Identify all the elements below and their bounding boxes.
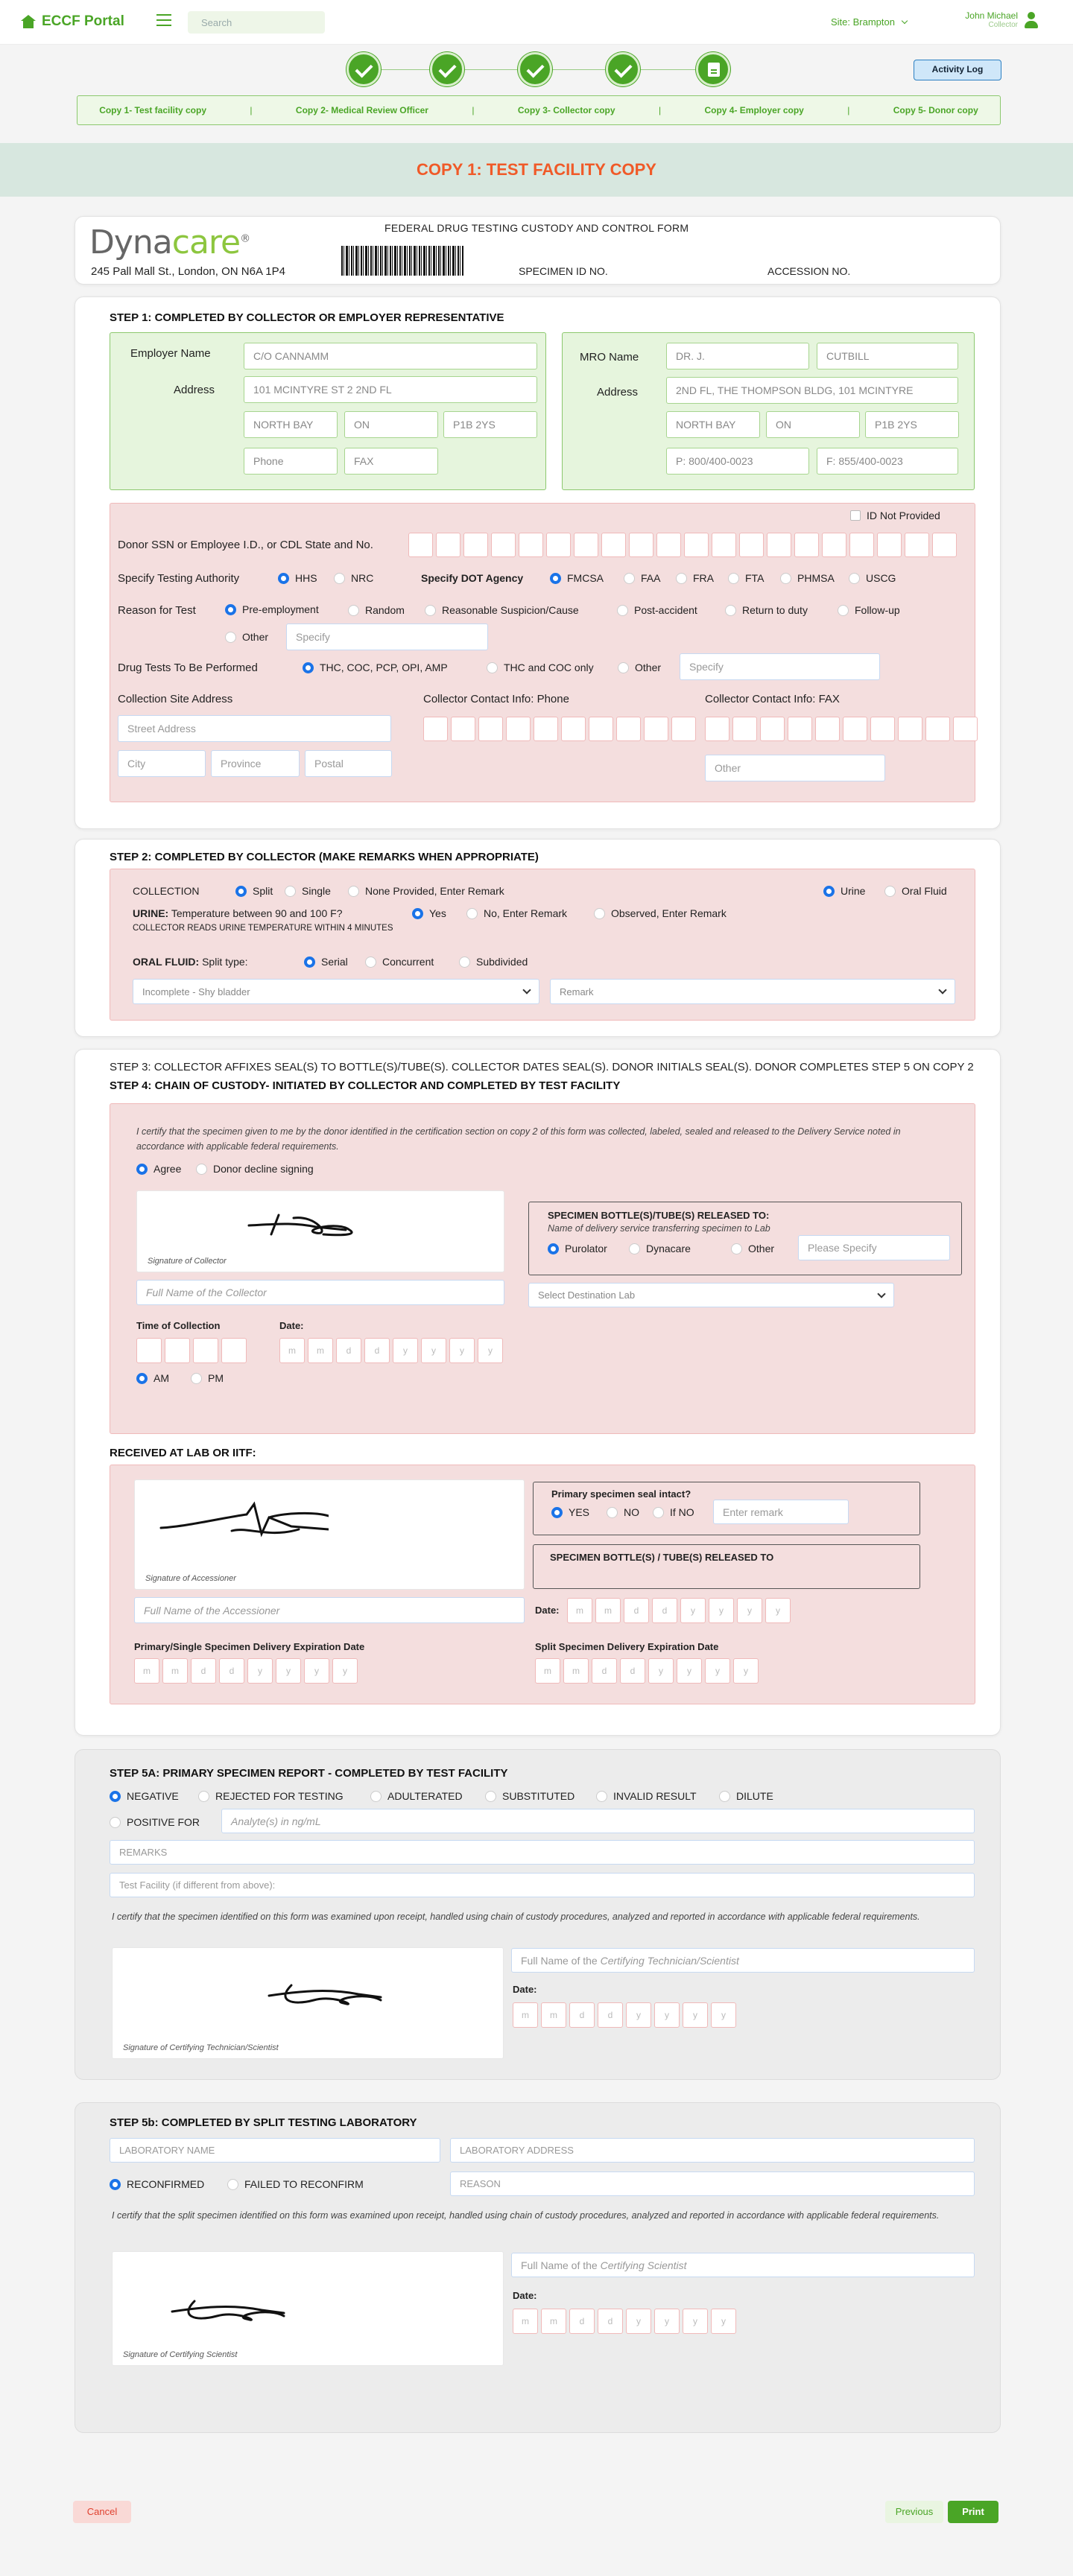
carrier-dynacare-radio[interactable] [629,1243,691,1254]
mro-fax-input[interactable]: F: 855/400-0023 [817,448,958,475]
date-label: Date: [279,1320,304,1331]
radio-label: ADULTERATED [387,1790,463,1802]
signature-drawing [262,1978,388,2015]
drug-tests-label: Drug Tests To Be Performed [118,662,258,674]
donor-ssn-label: Donor SSN or Employee I.D., or CDL State and No. [118,539,373,551]
employer-address-input[interactable]: 101 MCINTYRE ST 2 2ND FL [244,376,537,403]
carrier-other-radio[interactable] [731,1243,774,1254]
released-subtitle: Name of delivery service transferring specimen to Lab [548,1223,770,1234]
collection-status-select[interactable] [133,979,539,1004]
search-input[interactable]: Search [188,11,325,34]
stepper-connector [552,69,606,70]
radio-label: Concurrent [382,956,434,968]
collector-other-input[interactable]: Other [705,755,885,781]
user-role: Collector [988,21,1018,29]
copy-banner: COPY 1: TEST FACILITY COPY [0,143,1073,197]
signature-caption: Signature of Accessioner [145,1574,236,1583]
signature-drawing [157,1497,329,1549]
oral-concurrent-radio[interactable] [365,956,434,968]
drug-thc-coc-radio[interactable] [487,662,594,673]
result-dilute-radio[interactable] [719,1790,773,1802]
tab-separator: | [658,105,662,115]
radio-label: Other [748,1243,775,1254]
mro-first-name-input[interactable]: DR. J. [666,343,809,369]
scientist-date-boxes[interactable]: m m d d y y y y [513,2309,736,2334]
checkbox-box [850,510,861,521]
tab-separator: | [472,105,475,115]
result-positive-radio[interactable] [110,1816,200,1828]
site-label: Site: Brampton [831,16,895,28]
tech-date-label: Date: [513,1984,537,1995]
barcode [341,246,463,276]
step-1-check-icon[interactable] [346,52,381,86]
employer-name-input[interactable]: C/O CANNAMM [244,343,537,369]
accessioner-signature-pad[interactable] [134,1479,525,1590]
step-2-check-icon[interactable] [430,52,464,86]
collection-site-label: Collection Site Address [118,693,233,705]
urine-text: Temperature between 90 and 100 F? [171,907,343,919]
employer-city-input[interactable]: NORTH BAY [244,411,338,438]
cancel-button[interactable]: Cancel [73,2501,131,2523]
employer-name-label: Employer Name [130,347,211,360]
radio-label: Serial [321,956,348,968]
chevron-down-icon [938,986,946,994]
failed-reconfirm-radio[interactable] [227,2178,364,2190]
collector-fax-boxes[interactable] [705,717,978,741]
received-date-boxes[interactable]: m m d d y y y y [567,1598,791,1623]
collector-fax-label: Collector Contact Info: FAX [705,693,840,705]
oral-serial-radio[interactable] [304,956,348,968]
collector-certify-text: I certify that the specimen given to me by the donor identified in the certification section on copy 2 of this form was collected, labeled, sealed and released to the Delivery Service noted in accordance with applicable federal requirements. [136,1126,901,1152]
placeholder-emphasis: Certifying Technician/Scientist [600,1954,739,1967]
radio-label: Urine [841,885,866,897]
collector-phone-label: Collector Contact Info: Phone [423,693,569,705]
id-not-provided-checkbox[interactable] [850,510,940,521]
step4-title: STEP 4: CHAIN OF CUSTODY- INITIATED BY COLLECTOR AND COMPLETED BY TEST FACILITY [110,1079,621,1092]
released-to-lab-box [533,1544,920,1589]
step5a-title: STEP 5A: PRIMARY SPECIMEN REPORT - COMPLETED BY TEST FACILITY [110,1767,508,1780]
scientist-name-input[interactable] [511,2253,975,2277]
form-title: FEDERAL DRUG TESTING CUSTODY AND CONTROL FORM [384,222,689,234]
reason-post-accident-radio[interactable] [617,604,697,616]
step2-title: STEP 2: COMPLETED BY COLLECTOR (MAKE REMARKS WHEN APPROPRIATE) [110,851,539,863]
radio-label: Return to duty [742,604,808,616]
radio-label: Oral Fluid [902,885,947,897]
oral-text: Split type: [202,956,248,968]
accessioner-name-input[interactable]: Full Name of the Accessioner [134,1597,525,1623]
employer-fax-input[interactable]: FAX [344,448,438,475]
reconfirmed-radio[interactable] [110,2178,204,2190]
mro-last-name-input[interactable]: CUTBILL [817,343,958,369]
seal-no-radio[interactable] [607,1506,639,1518]
step-4-check-icon[interactable] [606,52,640,86]
facility-certify-text: I certify that the specimen identified on this form was examined upon receipt, handled using chain of custody procedures, analyzed and reported in accordance with applicable federal requirements. [112,1912,920,1922]
radio-label: Yes [429,907,446,919]
result-negative-radio[interactable] [110,1790,179,1802]
collection-date-boxes[interactable]: m m d d y y y y [279,1338,503,1363]
copy-tabs [77,95,1001,125]
placeholder-prefix: Full Name of the [521,1954,598,1967]
reason-input[interactable]: REASON [450,2171,975,2196]
donor-ssn-boxes[interactable] [408,533,957,557]
am-radio[interactable] [136,1372,169,1384]
radio-label: POSITIVE FOR [127,1816,200,1828]
lab-address: 245 Pall Mall St., London, ON N6A 1P4 [91,265,285,278]
dot-fta-radio[interactable] [728,572,764,584]
lab-address-input[interactable]: LABORATORY ADDRESS [450,2138,975,2163]
radio-label: Random [365,604,405,616]
radio-label: THC and COC only [504,662,594,673]
radio-label: NEGATIVE [127,1790,179,1802]
employer-phone-input[interactable]: Phone [244,448,338,475]
radio-label: INVALID RESULT [613,1790,697,1802]
released-to-label: SPECIMEN BOTTLE(S) / TUBE(S) RELEASED TO [550,1552,774,1563]
mro-phone-input[interactable]: P: 800/400-0023 [666,448,809,475]
urine-yes-radio[interactable] [412,907,446,919]
radio-label: If NO [670,1506,694,1518]
radio-label: FAILED TO RECONFIRM [244,2178,364,2190]
analyte-input[interactable]: Analyte(s) in ng/mL [221,1809,975,1833]
radio-label: Subdivided [476,956,528,968]
lab-name-input[interactable]: LABORATORY NAME [110,2138,440,2163]
collection-label: COLLECTION [133,885,200,897]
reason-suspicion-radio[interactable] [425,604,579,616]
specimen-oral-radio[interactable] [884,885,947,897]
stepper-connector [640,69,696,70]
specimen-id-label: SPECIMEN ID NO. [519,265,608,277]
step-5-document-icon[interactable] [696,52,730,86]
stepper-connector [381,69,430,70]
urine-question [133,907,342,919]
mro-name-label: MRO Name [580,351,639,364]
mro-city-input[interactable]: NORTH BAY [666,411,760,438]
collector-phone-boxes[interactable] [423,717,696,741]
menu-icon[interactable] [156,14,171,26]
logo-mark: ® [240,232,250,245]
user-name: John Michael [965,10,1018,21]
reason-follow-up-radio[interactable] [838,604,900,616]
radio-label: Other [242,631,269,643]
technician-name-input[interactable] [511,1948,975,1973]
radio-label: THC, COC, PCP, OPI, AMP [320,662,448,673]
carrier-specify-input[interactable]: Please Specify [798,1235,950,1260]
mro-address-input[interactable]: 2ND FL, THE THOMPSON BLDG, 101 MCINTYRE [666,377,958,404]
copy-tab-4[interactable]: Copy 4- Employer copy [704,105,804,115]
placeholder-prefix: Full Name of the [521,2259,598,2271]
radio-label: Single [302,885,331,897]
seal-remark-input[interactable]: Enter remark [713,1500,849,1524]
dot-phmsa-radio[interactable] [780,572,835,584]
donor-decline-radio[interactable] [196,1163,314,1175]
select-value: Remark [560,986,594,997]
seal-question: Primary specimen seal intact? [551,1488,691,1500]
carrier-purolator-radio[interactable] [548,1243,607,1254]
dot-fra-radio[interactable] [676,572,714,584]
collector-signature-pad[interactable] [136,1190,504,1272]
reason-specify-input[interactable]: Specify [286,624,488,650]
logo-accent-text: care [171,223,241,261]
mro-province-input[interactable]: ON [766,411,860,438]
seal-ifno-radio[interactable] [653,1506,694,1518]
reason-return-duty-radio[interactable] [725,604,808,616]
radio-label: USCG [866,572,896,584]
signature-drawing [165,2294,291,2331]
dot-uscg-radio[interactable] [849,572,896,584]
app-brand[interactable] [21,13,124,30]
released-title: SPECIMEN BOTTLE(S)/TUBE(S) RELEASED TO: [548,1210,770,1221]
testing-authority-label: Specify Testing Authority [118,572,240,585]
select-value: Incomplete - Shy bladder [142,986,250,997]
radio-label: SUBSTITUTED [502,1790,575,1802]
tech-date-boxes[interactable]: m m d d y y y y [513,2002,736,2028]
drug-specify-input[interactable]: Specify [680,653,880,680]
specimen-urine-radio[interactable] [823,885,865,897]
mro-postal-input[interactable]: P1B 2YS [865,411,959,438]
reason-other-radio[interactable] [225,631,268,643]
primary-exp-date-boxes[interactable]: m m d d y y y y [134,1658,358,1684]
copy-tab-3[interactable]: Copy 3- Collector copy [517,105,615,115]
previous-button[interactable]: Previous [885,2501,943,2523]
destination-lab-select[interactable] [528,1283,894,1307]
radio-label: HHS [295,572,317,584]
scientist-signature-pad[interactable] [112,2251,504,2366]
remark-select[interactable] [550,979,955,1004]
technician-signature-pad[interactable] [112,1947,504,2059]
primary-exp-label: Primary/Single Specimen Delivery Expiration Date [134,1641,365,1652]
street-address-input[interactable]: Street Address [118,715,391,742]
user-avatar-icon[interactable] [1024,12,1039,30]
radio-label: PHMSA [797,572,835,584]
tab-separator: | [847,105,850,115]
pm-radio[interactable] [191,1372,224,1384]
split-exp-date-boxes[interactable]: m m d d y y y y [535,1658,759,1684]
step3-text: STEP 3: COLLECTOR AFFIXES SEAL(S) TO BOTTLE(S)/TUBE(S). COLLECTOR DATES SEAL(S). DONOR INITIALS SEAL(S). DONOR COMPLETES STEP 5 ON COPY 2 [110,1061,974,1073]
radio-label: Dynacare [646,1243,691,1254]
collection-single-radio[interactable] [285,885,331,897]
dynacare-logo [89,223,250,261]
copy-tab-1[interactable]: Copy 1- Test facility copy [99,105,206,115]
radio-label: REJECTED FOR TESTING [215,1790,344,1802]
postal-input[interactable]: Postal [305,750,392,777]
signature-drawing [234,1208,361,1245]
logo-text: Dyna [89,223,172,261]
tab-separator: | [250,105,253,115]
radio-label: Split [253,885,273,897]
radio-label: FRA [693,572,714,584]
result-rejected-radio[interactable] [198,1790,344,1802]
reason-pre-employment-radio[interactable] [225,603,319,615]
signature-caption: Signature of Collector [148,1257,227,1266]
city-input[interactable]: City [118,750,206,777]
radio-label: AM [153,1372,169,1384]
signature-caption: Signature of Certifying Scientist [123,2350,238,2359]
radio-label: PM [208,1372,224,1384]
stepper-connector [464,69,518,70]
radio-label: Pre-employment [242,603,319,615]
accession-label: ACCESSION NO. [767,265,851,277]
select-value: Select Destination Lab [538,1289,636,1301]
copy-tab-5[interactable]: Copy 5- Donor copy [893,105,978,115]
result-adulterated-radio[interactable] [370,1790,463,1802]
step-3-check-icon[interactable] [518,52,552,86]
signature-caption: Signature of Certifying Technician/Scientist [123,2043,279,2052]
radio-label: Agree [153,1163,182,1175]
collection-none-radio[interactable] [348,885,504,897]
radio-label: FTA [745,572,765,584]
activity-log-button[interactable]: Activity Log [914,60,1001,80]
seal-yes-radio[interactable] [551,1506,589,1518]
radio-label: No, Enter Remark [484,907,568,919]
urine-no-radio[interactable] [466,907,567,919]
radio-label: NRC [351,572,374,584]
chevron-down-icon [522,986,531,994]
app-name: ECCF Portal [42,13,124,29]
radio-label: None Provided, Enter Remark [365,885,504,897]
radio-label: Observed, Enter Remark [611,907,727,919]
dot-faa-radio[interactable] [624,572,660,584]
oral-bold: ORAL FLUID: [133,956,200,968]
urine-note: COLLECTOR READS URINE TEMPERATURE WITHIN 4 MINUTES [133,924,393,933]
authority-hhs-radio[interactable] [278,572,317,584]
radio-label: FAA [641,572,661,584]
radio-label: DILUTE [736,1790,773,1802]
employer-province-input[interactable]: ON [344,411,438,438]
employer-address-label: Address [174,384,215,396]
radio-label: Post-accident [634,604,697,616]
urine-bold: URINE: [133,907,169,919]
id-not-provided-label: ID Not Provided [867,510,940,521]
remarks-input[interactable]: REMARKS [110,1840,975,1865]
site-selector[interactable] [831,16,907,28]
print-button[interactable]: Print [948,2501,998,2523]
radio-label: FMCSA [567,572,604,584]
drug-other-radio[interactable] [618,662,661,673]
oral-subdivided-radio[interactable] [459,956,528,968]
received-title: RECEIVED AT LAB OR IITF: [110,1447,256,1459]
step1-title: STEP 1: COMPLETED BY COLLECTOR OR EMPLOYER REPRESENTATIVE [110,311,504,324]
placeholder-emphasis: Certifying Scientist [600,2259,687,2271]
dot-fmcsa-radio[interactable] [550,572,604,584]
scientist-date-label: Date: [513,2290,537,2301]
radio-label: Follow-up [855,604,900,616]
reason-label: Reason for Test [118,604,196,617]
oral-fluid-question [133,956,248,968]
radio-label: YES [569,1506,590,1518]
time-boxes[interactable] [136,1338,247,1363]
step5b-title: STEP 5b: COMPLETED BY SPLIT TESTING LABORATORY [110,2116,417,2129]
received-date-label: Date: [535,1605,560,1616]
radio-label: NO [624,1506,639,1518]
home-icon [21,15,36,28]
authority-nrc-radio[interactable] [334,572,373,584]
copy-tab-2[interactable]: Copy 2- Medical Review Officer [295,105,428,115]
result-substituted-radio[interactable] [485,1790,575,1802]
agree-radio[interactable] [136,1163,181,1175]
collector-name-input[interactable]: Full Name of the Collector [136,1280,504,1305]
collection-split-radio[interactable] [235,885,273,897]
mro-address-label: Address [597,386,639,399]
employer-postal-input[interactable]: P1B 2YS [443,411,537,438]
province-input[interactable]: Province [211,750,300,777]
radio-label: RECONFIRMED [127,2178,205,2190]
test-facility-input[interactable]: Test Facility (if different from above): [110,1873,975,1897]
result-invalid-radio[interactable] [596,1790,697,1802]
chevron-down-icon [901,18,907,24]
dot-agency-label: Specify DOT Agency [421,572,524,584]
split-certify-text: I certify that the split specimen identified on this form was examined upon receipt, handled using chain of custody procedures, analyzed and reported in accordance with applicable federal requirements. [112,2210,940,2221]
radio-label: Purolator [565,1243,607,1254]
time-collection-label: Time of Collection [136,1320,221,1331]
chevron-down-icon [877,1289,885,1298]
radio-label: Donor decline signing [213,1163,314,1175]
radio-label: Reasonable Suspicion/Cause [442,604,579,616]
reason-random-radio[interactable] [348,604,405,616]
split-exp-label: Split Specimen Delivery Expiration Date [535,1641,719,1652]
user-info[interactable] [954,10,1018,29]
radio-label: Other [635,662,662,673]
urine-observed-radio[interactable] [594,907,727,919]
drug-five-panel-radio[interactable] [303,662,448,673]
